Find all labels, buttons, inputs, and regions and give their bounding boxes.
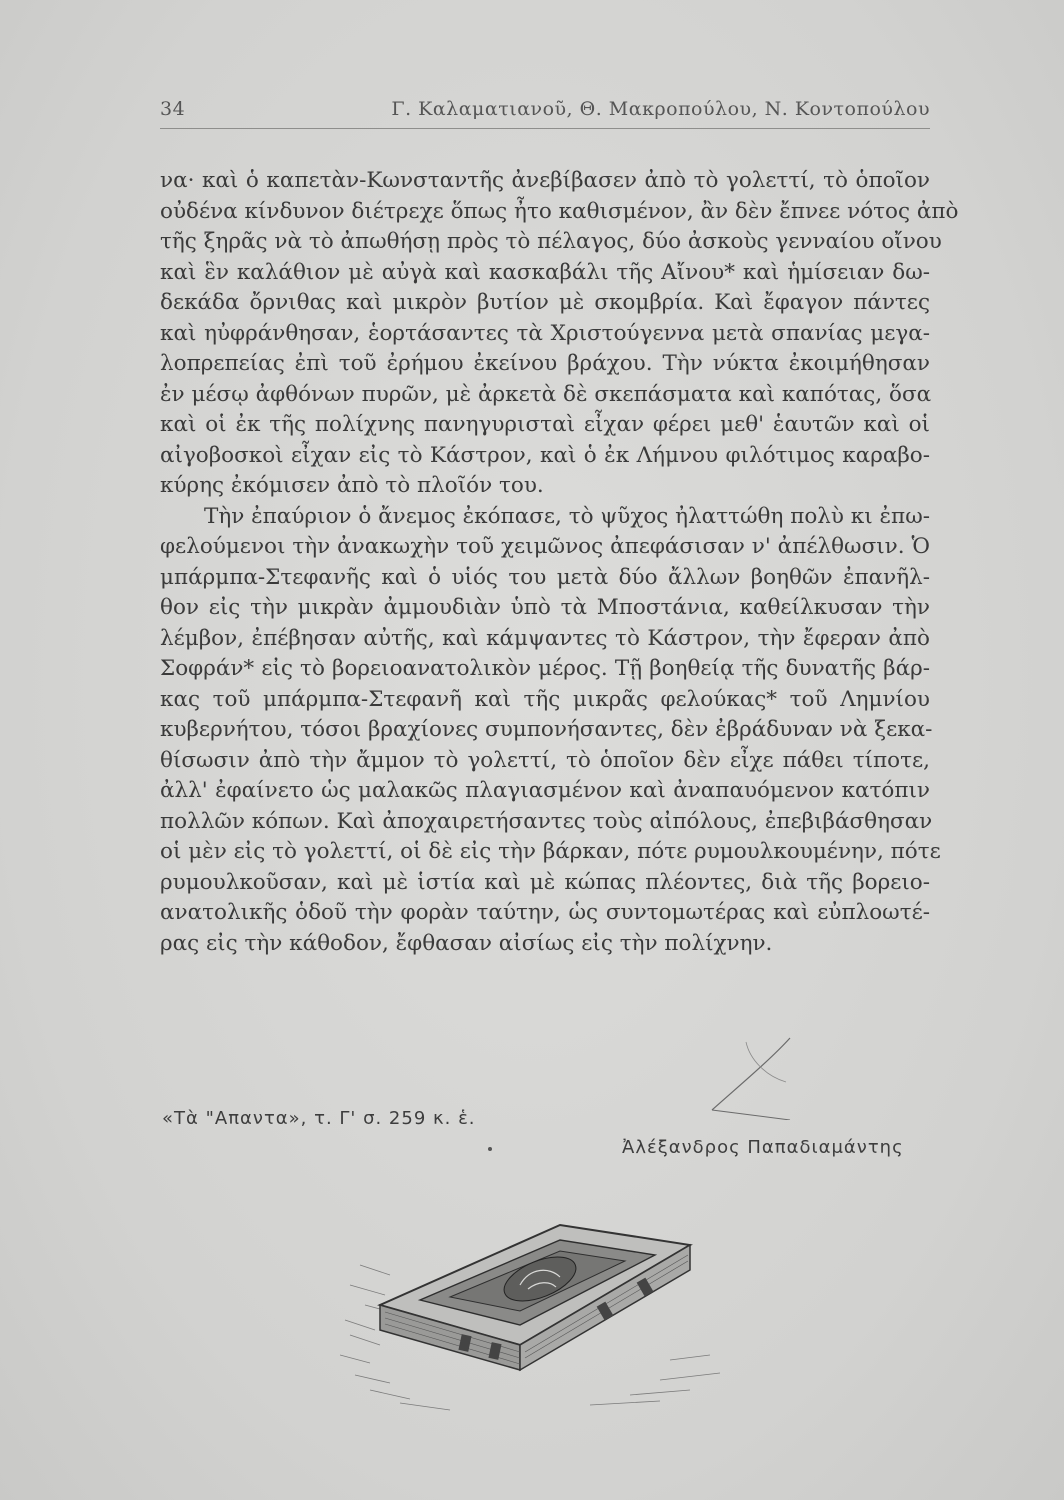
text-line: δεκάδα ὄρνιθας καὶ μικρὸν βυτίον μὲ σκομβρία. Καὶ ἔφαγον πάντες bbox=[160, 290, 930, 315]
body-text bbox=[160, 166, 959, 959]
header-rule bbox=[160, 128, 930, 129]
text-line: κας τοῦ μπάρμπα-Στεφανῆ καὶ τῆς μικρᾶς φελούκας* τοῦ Λημνίου bbox=[160, 686, 930, 712]
text-line: καὶ ἓν καλάθιον μὲ αὐγὰ καὶ κασκαβάλι τῆς Αἴνου* καὶ ἡμίσειαν δω- bbox=[160, 259, 930, 285]
text-line: ρας εἰς τὴν κάθοδον, ἔφθασαν αἰσίως εἰς τὴν πολίχνην. bbox=[160, 930, 773, 956]
text-line: Σοφράν* εἰς τὸ βορειοανατολικὸν μέρος. Τῇ βοηθείᾳ τῆς δυνατῆς βάρ- bbox=[160, 656, 930, 681]
text-line: λοπρεπείας ἐπὶ τοῦ ἐρήμου ἐκείνου βράχου. Τὴν νύκτα ἐκοιμήθησαν bbox=[160, 351, 930, 376]
running-head: Γ. Καλαματιανοῦ, Θ. Μακροπούλου, Ν. Κοντοπούλου bbox=[391, 98, 930, 120]
ornament-dot bbox=[488, 1147, 492, 1151]
text-line: θον εἰς τὴν μικρὰν ἀμμουδιὰν ὑπὸ τὰ Μποστάνια, καθείλκυσαν τὴν bbox=[160, 595, 930, 620]
source-citation: «Τὰ "Απαντα», τ. Γ' σ. 259 κ. ἑ. bbox=[162, 1108, 476, 1129]
text-line: ἐν μέσῳ ἀφθόνων πυρῶν, μὲ ἀρκετὰ δὲ σκεπάσματα καὶ καπότας, ὅσα bbox=[160, 381, 932, 407]
page-number: 34 bbox=[160, 98, 186, 120]
text-line: ἀλλ' ἐφαίνετο ὡς μαλακῶς πλαγιασμένον καὶ ἀναπαυόμενον κατόπιν bbox=[160, 778, 930, 803]
text-line: φελούμενοι τὴν ἀνακωχὴν τοῦ χειμῶνος ἀπεφάσισαν ν' ἀπέλθωσιν. Ὁ bbox=[160, 534, 930, 559]
closed-book-drawing bbox=[380, 1225, 690, 1370]
text-line: ρυμουλκοῦσαν, καὶ μὲ ἱστία καὶ μὲ κώπας πλέοντες, διὰ τῆς βορειο- bbox=[160, 869, 930, 895]
text-line: κυβερνήτου, τόσοι βραχίονες συμπονήσαντες, δὲν ἐβράδυναν νὰ ξεκα- bbox=[160, 717, 933, 742]
text-line: Τὴν ἐπαύριον ὁ ἄνεμος ἐκόπασε, τὸ ψῦχος ἠλαττώθη πολὺ κι ἐπω- bbox=[204, 503, 930, 529]
text-line: αἰγοβοσκοὶ εἶχαν εἰς τὸ Κάστρον, καὶ ὁ ἐκ Λήμνου φιλότιμος καραβο- bbox=[160, 442, 930, 468]
text-line: λέμβον, ἐπέβησαν αὐτῆς, καὶ κάμψαντες τὸ Κάστρον, τὴν ἔφεραν ἀπὸ bbox=[160, 625, 930, 651]
text-line: καὶ οἱ ἐκ τῆς πολίχνης πανηγυρισταὶ εἶχαν φέρει μεθ' ἑαυτῶν καὶ οἱ bbox=[160, 412, 930, 437]
text-line: οὐδένα κίνδυνον διέτρεχε ὅπως ἦτο καθισμένον, ἂν δὲν ἔπνεε νότος ἀπὸ bbox=[160, 198, 959, 224]
book-illustration bbox=[340, 1185, 740, 1415]
author-name: Ἀλέξανδρος Παπαδιαμάντης bbox=[622, 1137, 904, 1158]
text-line: ανατολικῆς ὁδοῦ τὴν φορὰν ταύτην, ὡς συντομωτέρας καὶ εὐπλοωτέ- bbox=[160, 900, 930, 925]
text-line: πολλῶν κόπων. Καὶ ἀποχαιρετήσαντες τοὺς αἰπόλους, ἐπεβιβάσθησαν bbox=[160, 808, 933, 834]
text-line: οἱ μὲν εἰς τὸ γολεττί, οἱ δὲ εἰς τὴν βάρκαν, πότε ρυμουλκουμένην, πότε bbox=[160, 839, 941, 864]
text-line: θίσωσιν ἀπὸ τὴν ἄμμον τὸ γολεττί, τὸ ὁποῖον δὲν εἶχε πάθει τίποτε, bbox=[160, 747, 930, 773]
text-line: μπάρμπα-Στεφανῆς καὶ ὁ υἱός του μετὰ δύο ἄλλων βοηθῶν ἐπανῆλ- bbox=[160, 564, 930, 590]
signature-flourish bbox=[690, 1030, 800, 1120]
page-header bbox=[160, 98, 930, 128]
text-line: καὶ ηὐφράνθησαν, ἑορτάσαντες τὰ Χριστούγεννα μετὰ σπανίας μεγα- bbox=[160, 320, 930, 346]
text-line: τῆς ξηρᾶς νὰ τὸ ἀπωθήσῃ πρὸς τὸ πέλαγος, δύο ἀσκοὺς γενναίου οἴνου bbox=[160, 229, 942, 254]
text-line: κύρης ἐκόμισεν ἀπὸ τὸ πλοῖόν του. bbox=[160, 473, 544, 498]
text-line: να· καὶ ὁ καπετὰν-Κωνσταντῆς ἀνεβίβασεν ἀπὸ τὸ γολεττί, τὸ ὁποῖον bbox=[160, 168, 930, 193]
